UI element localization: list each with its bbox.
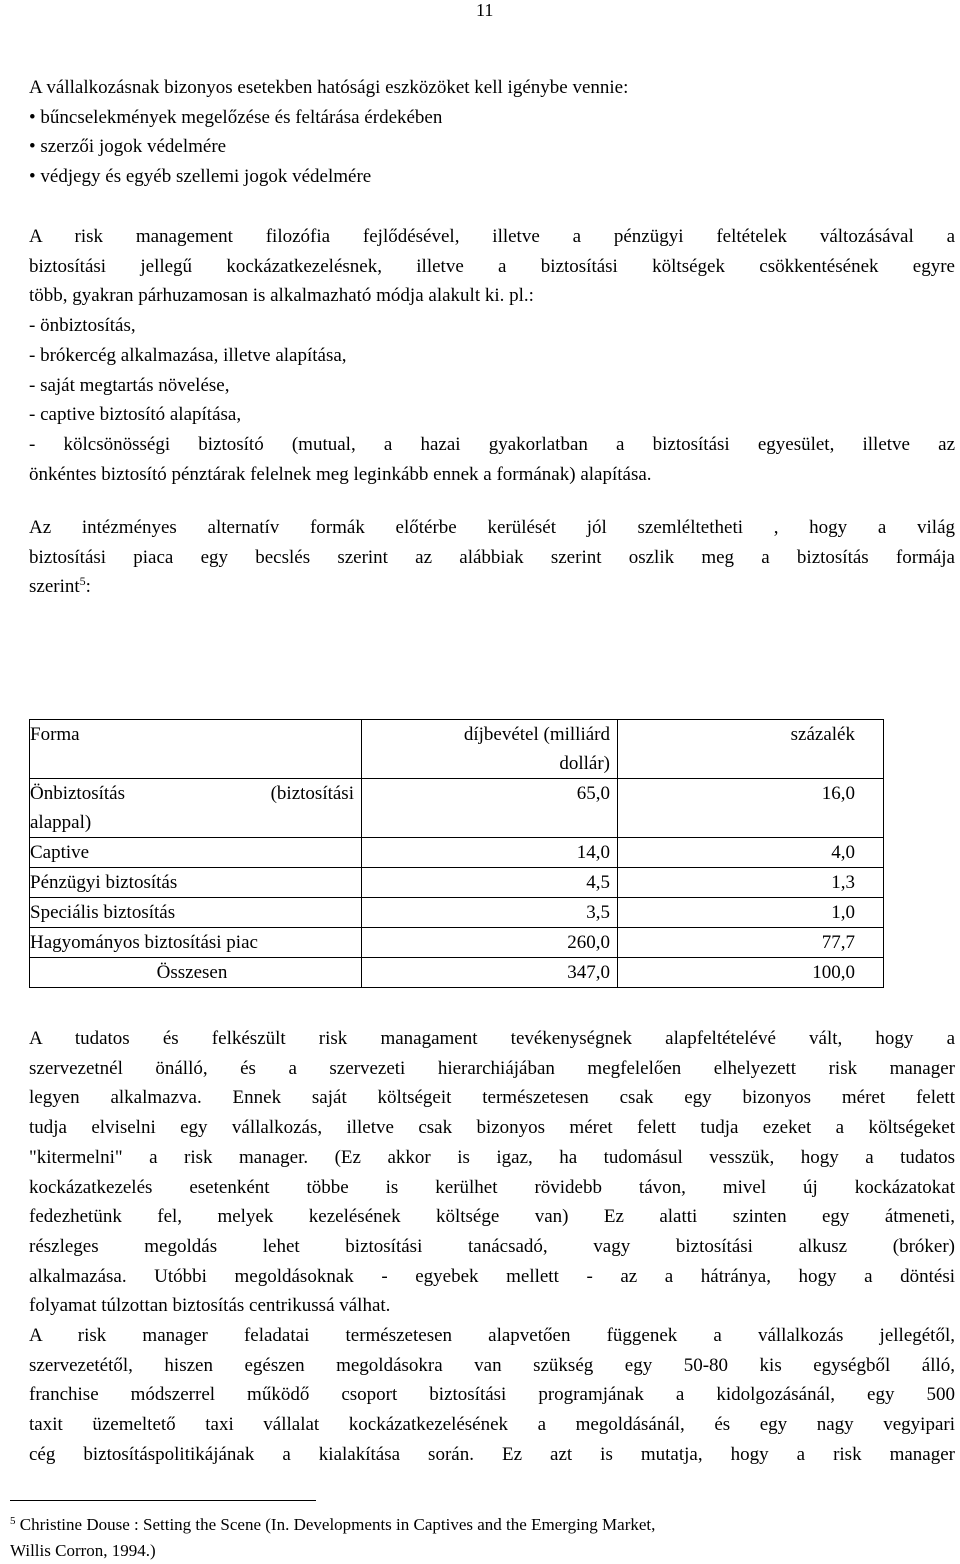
footnote-number: 5 bbox=[10, 1515, 16, 1527]
list-item: - captive biztosító alapítása, bbox=[29, 404, 242, 426]
intro-lead: A vállalkozásnak bizonyos esetekben hatósági eszközöket kell igénybe vennie: bbox=[29, 77, 629, 98]
paragraph-line: legyen alkalmazva. Ennek saját költségeit természetesen csak egy bizonyos méret felett bbox=[29, 1087, 955, 1109]
paragraph-line: folyamat túlzottan biztosítás centrikussá válhat. bbox=[29, 1295, 391, 1317]
table-row bbox=[30, 838, 884, 868]
cell-forma: Önbiztosítás (biztosítási alappal) bbox=[30, 779, 362, 838]
paragraph-line: szerint$^5$: bbox=[29, 574, 91, 598]
cell-forma: Captive bbox=[30, 838, 362, 868]
paragraph-line: franchise módszerrel működő csoport biztosítási programjának a kidolgozásánál, egy 500 bbox=[29, 1384, 955, 1406]
page-number: 11 bbox=[476, 0, 494, 20]
footnote-divider bbox=[10, 1500, 316, 1501]
header-forma: Forma bbox=[30, 720, 362, 779]
risk-paragraph bbox=[29, 222, 955, 489]
cell-forma-total: Összesen bbox=[30, 958, 362, 988]
header-szazalek: százalék bbox=[618, 720, 884, 779]
cell-dij: 260,0 bbox=[362, 928, 618, 958]
paragraph-line: önkéntes biztosító pénztárak felelnek meg leginkább ennek a formának) alapítása. bbox=[29, 463, 652, 485]
paragraph-line: kockázatkezelés esetenként többe is kerülhet rövidebb távon, mivel új kockázatokat bbox=[29, 1176, 955, 1198]
bullet-item: • védjegy és egyéb szellemi jogok védelmére bbox=[29, 166, 372, 188]
bullet-glyph: • bbox=[29, 166, 36, 188]
table-row bbox=[30, 868, 884, 898]
paragraph-line: szervezetnél önálló, és a szervezeti hierarchiájában megfelelően elhelyezett risk manager bbox=[29, 1057, 955, 1079]
cell-pct: 1,0 bbox=[618, 898, 884, 928]
paragraph-line: Az intézményes alternatív formák előtérbe kerülését jól szemléltetheti , hogy a világ bbox=[29, 517, 955, 538]
table-row bbox=[30, 898, 884, 928]
bullet-item: • szerzői jogok védelmére bbox=[29, 136, 227, 158]
paragraph-line: szervezetétől, hiszen egészen megoldásokra van szükség egy 50-80 kis egységből álló, bbox=[29, 1354, 955, 1376]
paragraph-line: részleges megoldás lehet biztosítási tanácsadó, vagy biztosítási alkusz (bróker) bbox=[29, 1235, 955, 1257]
bullet-item: • bűncselekmények megelőzése és feltárása érdekében bbox=[29, 106, 443, 128]
paragraph-line: taxit üzemeltető taxi vállalat kockázatkezelésének a megoldásánál, és egy nagy vegyipari bbox=[29, 1414, 955, 1436]
cell-pct: 77,7 bbox=[618, 928, 884, 958]
paragraph-line: cég biztosításpolitikájának a kialakítása során. Ez azt is mutatja, hogy a risk manager bbox=[29, 1443, 955, 1465]
cell-pct: 4,0 bbox=[618, 838, 884, 868]
insurance-market-table bbox=[29, 719, 884, 988]
paragraph-line: biztosítási jellegű kockázatkezelésnek, illetve a biztosítási költségek csökkentésének egyre bbox=[29, 255, 955, 277]
cell-dij: 14,0 bbox=[362, 838, 618, 868]
table-total-row bbox=[30, 958, 884, 988]
cell-forma: Speciális biztosítás bbox=[30, 898, 362, 928]
list-item: - brókercég alkalmazása, illetve alapítása, bbox=[29, 344, 347, 366]
paragraph-line: több, gyakran párhuzamosan is alkalmazható módja alakult ki. pl.: bbox=[29, 285, 534, 307]
paragraph-line: tudja elviselni egy vállalkozás, illetve csak bizonyos méret felett tudja ezeket a költségeket bbox=[29, 1117, 955, 1139]
paragraph-line: alkalmazása. Utóbbi megoldásoknak - egyebek mellett - az a hátránya, hogy a döntési bbox=[29, 1265, 955, 1287]
cell-forma: Pénzügyi biztosítás bbox=[30, 868, 362, 898]
bullet-glyph: • bbox=[29, 136, 36, 158]
cell-dij: 4,5 bbox=[362, 868, 618, 898]
cell-forma: Hagyományos biztosítási piac bbox=[30, 928, 362, 958]
risk-manager-paragraph bbox=[29, 1024, 955, 1470]
paragraph-line: A tudatos és felkészült risk managament tevékenységnek alapfeltételévé vált, hogy a bbox=[29, 1028, 955, 1049]
paragraph-line: biztosítási piaca egy becslés szerint az alábbiak szerint oszlik meg a biztosítás formája bbox=[29, 546, 955, 568]
cell-pct: 16,0 bbox=[618, 779, 884, 838]
list-item: - saját megtartás növelése, bbox=[29, 374, 230, 396]
cell-pct: 100,0 bbox=[618, 958, 884, 988]
list-item: - kölcsönösségi biztosító (mutual, a hazai gyakorlatban a biztosítási egyesület, illetve az bbox=[29, 433, 955, 455]
table-header-row bbox=[30, 720, 884, 779]
institutional-paragraph bbox=[29, 513, 955, 602]
paragraph-line: A risk manager feladatai természetesen alapvetően függenek a vállalkozás jellegétől, bbox=[29, 1325, 955, 1347]
intro-block bbox=[29, 73, 955, 192]
bullet-glyph: • bbox=[29, 106, 36, 128]
table-row bbox=[30, 928, 884, 958]
cell-pct: 1,3 bbox=[618, 868, 884, 898]
paragraph-line: fedezhetünk fel, melyek kezelésének költsége van) Ez alatti szinten egy átmeneti, bbox=[29, 1206, 955, 1228]
paragraph-line: "kitermelni" a risk manager. (Ez akkor is igaz, ha tudomásul vesszük, hogy a tudatos bbox=[29, 1146, 955, 1168]
cell-dij: 3,5 bbox=[362, 898, 618, 928]
cell-dij: 65,0 bbox=[362, 779, 618, 838]
table-row bbox=[30, 779, 884, 838]
list-item: - önbiztosítás, bbox=[29, 315, 136, 337]
cell-dij: 347,0 bbox=[362, 958, 618, 988]
header-dijbevetel: díjbevétel (milliárd dollár) bbox=[362, 720, 618, 779]
footnote: $^5$ Christine Douse : Setting the Scene (In. Developments in Captives and the Emerging Market, Willis Corron, 1994.) bbox=[10, 1515, 656, 1560]
footnote-ref: 5 bbox=[79, 574, 86, 589]
paragraph-line: A risk management filozófia fejlődésével, illetve a pénzügyi feltételek változásával a bbox=[29, 226, 955, 247]
